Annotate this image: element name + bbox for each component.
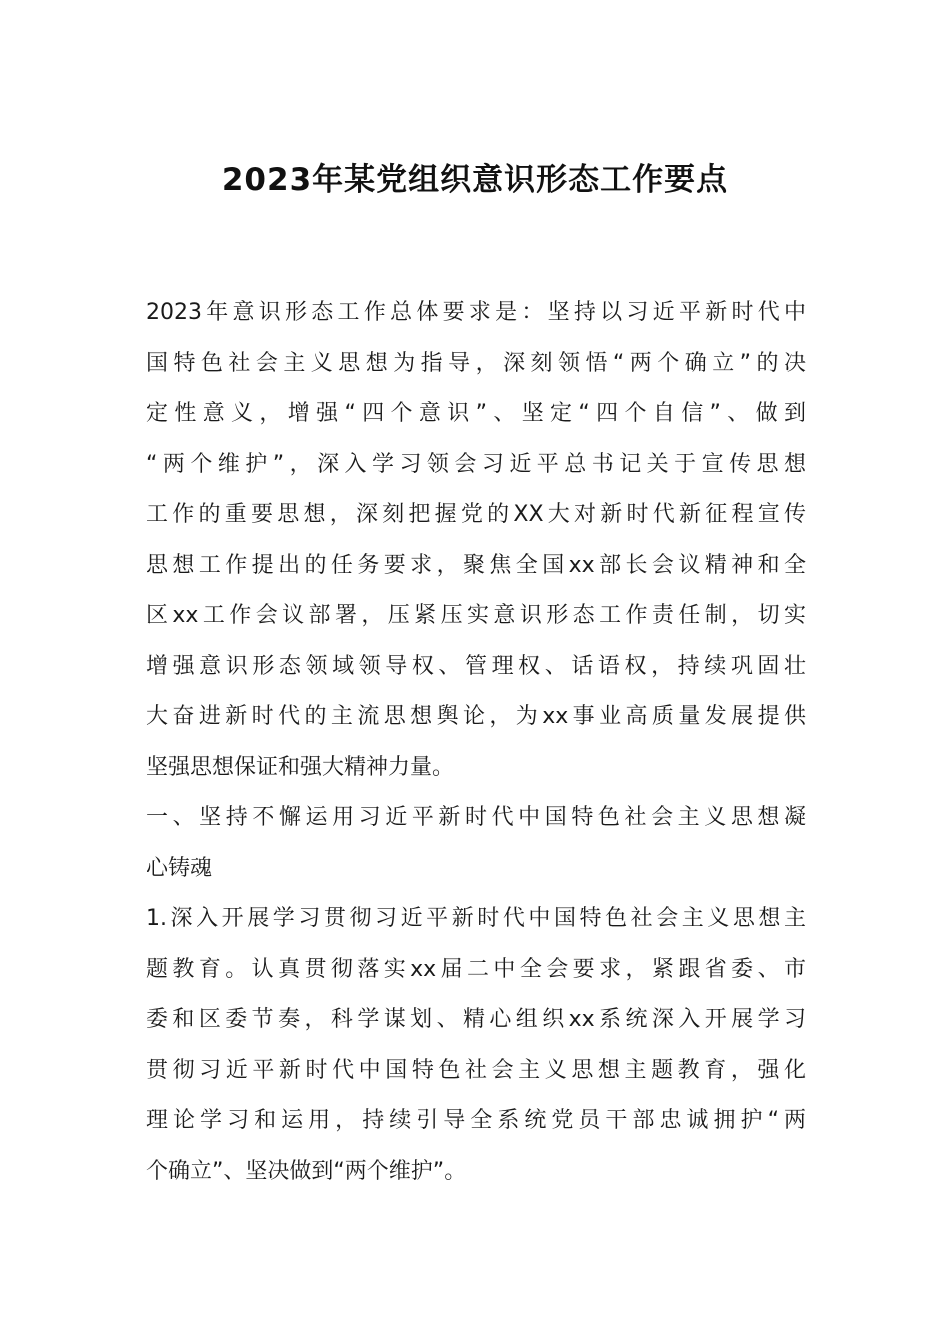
text-line: 大奋进新时代的主流思想舆论，为xx事业高质量发展提供 (146, 704, 806, 729)
text-line: 心铸魂 (146, 855, 213, 881)
section-heading (146, 793, 806, 894)
text-line: 思想工作提出的任务要求，聚焦全国xx部长会议精神和全 (146, 552, 806, 578)
text-line: 2023年意识形态工作总体要求是：坚持以习近平新时代中 (146, 300, 806, 325)
text-line: 题教育。认真贯彻落实xx届二中全会要求，紧跟省委、市 (146, 956, 806, 982)
text-line: 区xx工作会议部署，压紧压实意识形态工作责任制，切实 (146, 603, 806, 628)
text-line: 工作的重要思想，深刻把握党的XX大对新时代新征程宣传 (146, 502, 806, 527)
text-line: 增强意识形态领域领导权、管理权、话语权，持续巩固壮 (146, 653, 806, 679)
text-line: 一、坚持不懈运用习近平新时代中国特色社会主义思想凝 (146, 805, 806, 830)
paragraph-item-1 (146, 894, 806, 1197)
document-body (146, 288, 806, 1197)
text-line: 1.深入开展学习贯彻习近平新时代中国特色社会主义思想主 (146, 906, 806, 931)
text-line: 理论学习和运用，持续引导全系统党员干部忠诚拥护“两 (146, 1108, 806, 1133)
text-line: 个确立”、坚决做到“两个维护”。 (146, 1158, 467, 1184)
text-line: 委和区委节奏，科学谋划、精心组织xx系统深入开展学习 (146, 1007, 806, 1032)
text-line: 贯彻习近平新时代中国特色社会主义思想主题教育，强化 (146, 1057, 806, 1083)
text-line: 坚强思想保证和强大精神力量。 (146, 754, 455, 780)
paragraph-intro (146, 288, 806, 793)
document-title: 2023年某党组织意识形态工作要点 (221, 162, 729, 198)
text-line: 国特色社会主义思想为指导，深刻领悟“两个确立”的决 (146, 350, 806, 376)
text-line: “两个维护”，深入学习领会习近平总书记关于宣传思想 (146, 451, 806, 477)
text-line: 定性意义，增强“四个意识”、坚定“四个自信”、做到 (146, 401, 806, 426)
